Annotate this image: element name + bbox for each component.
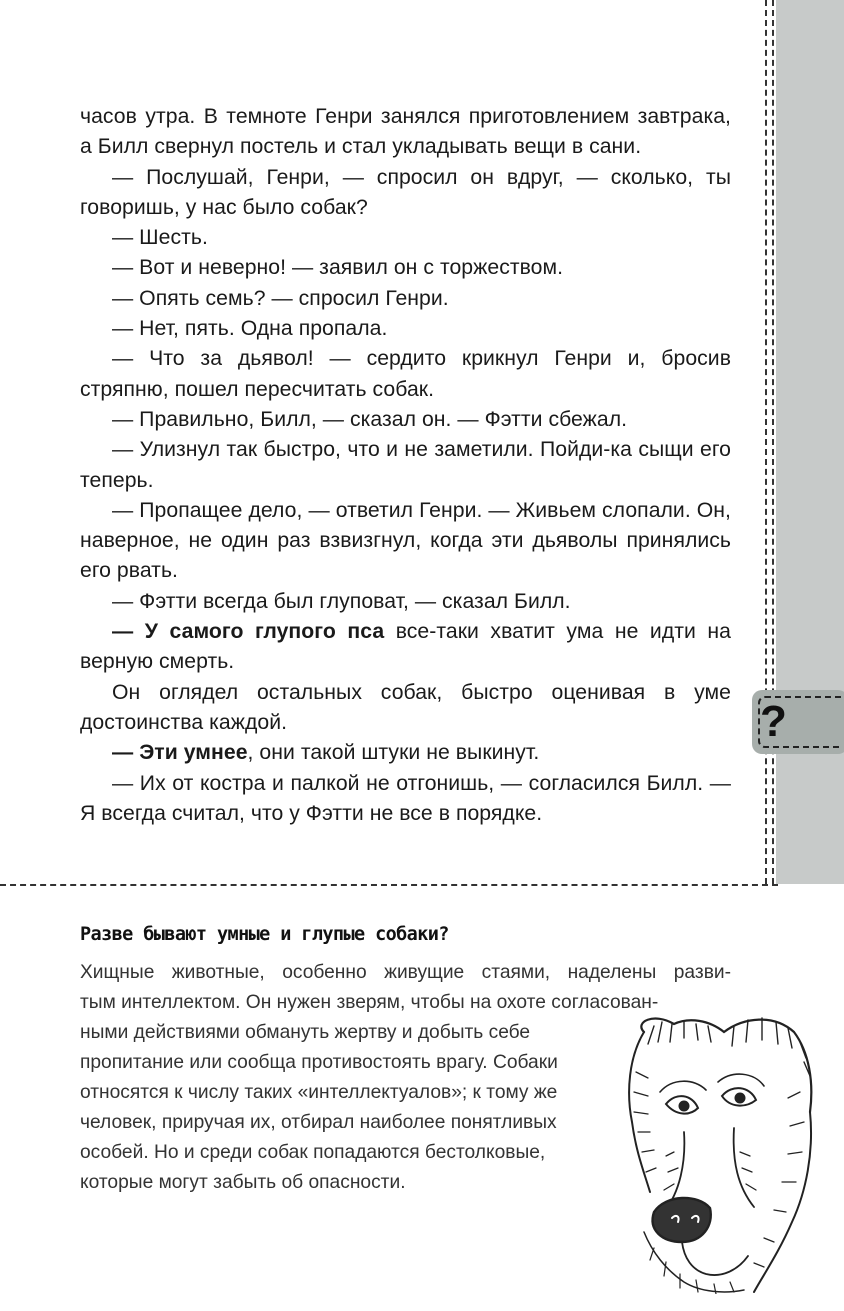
paragraph: — Опять семь? — спросил Генри. [112,286,449,310]
paragraph: — Послушай, Генри, — спросил он вдруг, — сколько, ты говоришь, у нас было собак? [80,165,731,219]
paragraph: — Улизнул так быстро, что и не заметили. Пойди-ка сыщи его теперь. [80,438,731,492]
paragraph: — Их от костра и палкой не отгонишь, — согласился Билл. — Я всегда считал, что у Фэтти не все в порядке. [80,771,731,825]
answer-line: которые могут забыть об опасности. [80,1172,406,1193]
answer-line: особей. Но и среди собак попадаются бестолковые, [80,1142,546,1163]
paragraph: — Нет, пять. Одна пропала. [112,317,388,341]
dog-head-sketch-icon [614,1012,824,1294]
answer-line: человек, приручая их, отбирал наиболее понятливых [80,1112,557,1133]
paragraph [80,738,731,768]
paragraph: часов утра. В темноте Генри занялся приготовлением завтрака, а Билл свернул постель и стал укладывать вещи в сани. [80,105,731,159]
answer-line: тым интеллектом. Он нужен зверям, чтобы на охоте согласован- [80,992,659,1013]
dash: — [112,741,140,765]
question-title: Разве бывают умные и глупые собаки? [80,924,449,945]
paragraph: — Пропащее дело, — ответил Генри. — Живьем слопали. Он, наверное, не один раз взвизгнул, когда эти дьяволы принялись его рвать. [80,498,731,583]
answer-line: ными действиями обмануть жертву и добыть себе [80,1022,531,1043]
paragraph: — Фэтти всегда был глуповат, — сказал Билл. [112,589,571,613]
paragraph [80,617,731,678]
paragraph: — Шесть. [112,226,208,250]
highlighted-phrase: Эти умнее [139,741,248,765]
answer-line: пропитание или сообща противостоять врагу. Собаки [80,1052,558,1073]
question-mark-icon: ? [760,697,787,746]
paragraph: — Правильно, Билл, — сказал он. — Фэтти сбежал. [112,407,628,431]
question-tab [752,690,844,754]
story-text [80,102,731,829]
answer-line: Хищные животные, особенно живущие стаями, наделены разви- [80,962,731,983]
highlighted-phrase: — У самого глупого пса [112,620,385,644]
paragraph: — Что за дьявол! — сердито крикнул Генри и, бросив стряпню, пошел пересчитать собак. [80,347,731,401]
paragraph: — Вот и неверно! — заявил он с торжеством. [112,256,564,280]
paragraph-rest: , они такой штуки не выкинут. [247,741,540,765]
section-divider [0,884,778,886]
paragraph: Он оглядел остальных собак, быстро оценивая в уме достоинства каждой. [80,680,731,734]
paragraph-rest: все-таки хватит ума не идти на верную смерть. [80,620,731,674]
answer-line: относятся к числу таких «интеллектуалов»; к тому же [80,1082,558,1103]
